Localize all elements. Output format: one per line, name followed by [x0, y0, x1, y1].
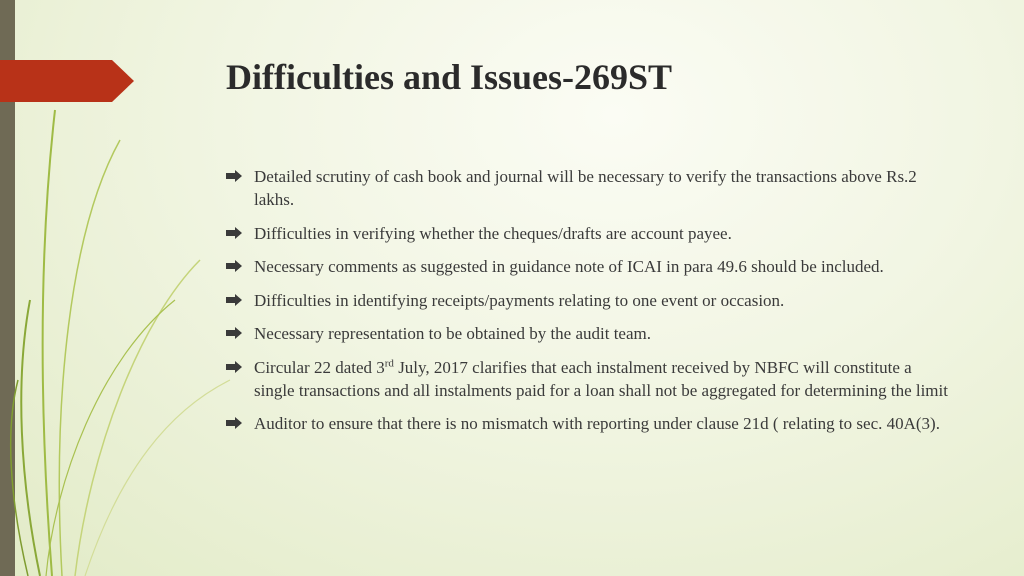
arrow-right-icon — [226, 260, 242, 272]
bullet-item — [226, 255, 956, 278]
bullet-text: Detailed scrutiny of cash book and journal will be necessary to verify the transactions above Rs.2 lakhs. — [254, 167, 917, 209]
bullet-text: Auditor to ensure that there is no mismatch with reporting under clause 21d ( relating to sec. 40A(3). — [254, 414, 940, 433]
bullet-item — [226, 322, 956, 345]
bullet-list — [226, 165, 956, 446]
bullet-text: Difficulties in identifying receipts/payments relating to one event or occasion. — [254, 290, 785, 310]
bullet-text: Necessary representation to be obtained by the audit team. — [254, 324, 651, 343]
bullet-text — [254, 358, 948, 400]
bullet-item — [226, 412, 956, 435]
bullet-text: Necessary comments as suggested in guidance note of ICAI in para 49.6 should be included. — [254, 257, 884, 276]
arrow-right-icon — [226, 361, 242, 373]
bullet-text-pre: Circular 22 dated 3 — [254, 357, 385, 377]
bullet-item — [226, 356, 956, 402]
bullet-item — [226, 289, 956, 312]
bullet-item — [226, 165, 956, 211]
arrow-right-icon — [226, 227, 242, 239]
arrow-right-icon — [226, 170, 242, 182]
title-accent-arrow — [0, 60, 134, 102]
arrow-right-icon — [226, 327, 242, 339]
bullet-item — [226, 222, 956, 245]
slide-title: Difficulties and Issues-269ST — [226, 57, 673, 97]
arrow-right-icon — [226, 294, 242, 306]
bullet-text: Difficulties in verifying whether the cheques/drafts are account payee. — [254, 223, 732, 243]
arrow-right-icon — [226, 417, 242, 429]
bullet-text-post: July, 2017 clarifies that each instalment received by NBFC will constitute a single transactions and all instalments paid for a loan shall not be aggregated for determining the limit — [254, 357, 948, 400]
bullet-text-sup: rd — [384, 356, 394, 369]
